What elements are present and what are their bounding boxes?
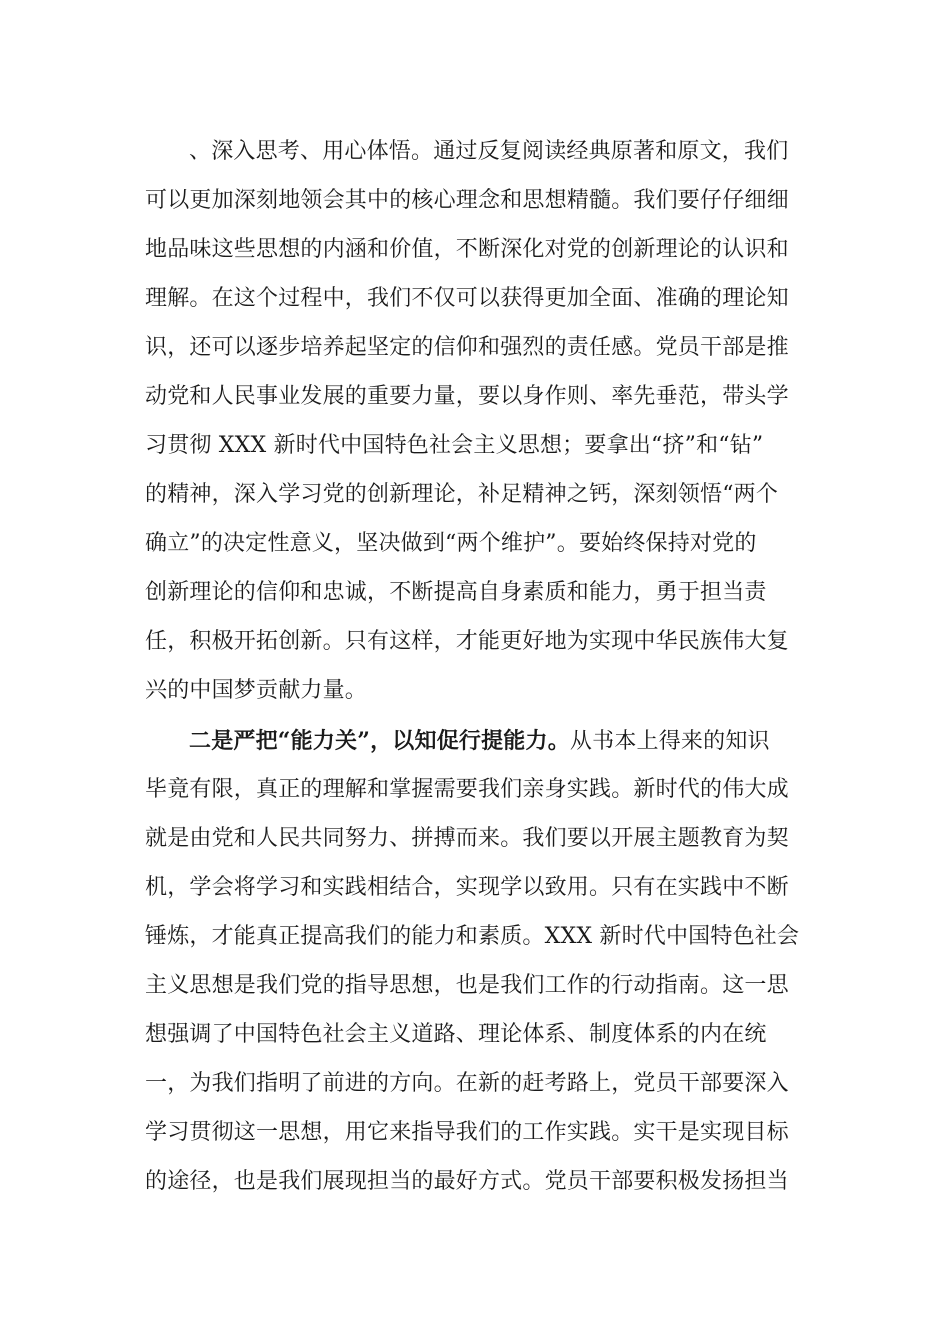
paragraph1-line-2: 可以更加深刻地领会其中的核心理念和思想精髓。我们要仔仔细细 (145, 188, 789, 213)
paragraph2-line-9: 学习贯彻这一思想，用它来指导我们的工作实践。实干是实现目标 (145, 1120, 789, 1145)
paragraph1-line-9: 确立”的决定性意义，坚决做到“两个维护”。要始终保持对党的 (145, 531, 757, 556)
paragraph1-line-10: 创新理论的信仰和忠诚，不断提高自身素质和能力，勇于担当责 (145, 580, 767, 605)
paragraph2-line-3: 就是由党和人民共同努力、拼搏而来。我们要以开展主题教育为契 (145, 826, 789, 851)
paragraph2-heading: 二是严把“能力关”，以知促行提能力。 (189, 728, 570, 754)
paragraph2-line-10: 的途径，也是我们展现担当的最好方式。党员干部要积极发扬担当 (145, 1169, 789, 1194)
paragraph1-line-8: 的精神，深入学习党的创新理论，补足精神之钙，深刻领悟“两个 (145, 482, 779, 507)
paragraph2-line-5: 锤炼，才能真正提高我们的能力和素质。XXX 新时代中国特色社会 (145, 924, 800, 949)
paragraph2-line-1 (189, 726, 770, 756)
paragraph2-line-2: 毕竟有限，真正的理解和掌握需要我们亲身实践。新时代的伟大成 (145, 777, 789, 802)
paragraph1-line-11: 任，积极开拓创新。只有这样，才能更好地为实现中华民族伟大复 (145, 629, 789, 654)
paragraph1-line-4: 理解。在这个过程中，我们不仅可以获得更加全面、准确的理论知 (145, 286, 789, 311)
paragraph1-line-6: 动党和人民事业发展的重要力量，要以身作则、率先垂范，带头学 (145, 384, 789, 409)
paragraph1-line-3: 地品味这些思想的内涵和价值，不断深化对党的创新理论的认识和 (145, 237, 789, 262)
paragraph2-line-7: 想强调了中国特色社会主义道路、理论体系、制度体系的内在统 (145, 1022, 767, 1047)
paragraph2-line-4: 机，学会将学习和实践相结合，实现学以致用。只有在实践中不断 (145, 875, 789, 900)
paragraph1-line-1: 、深入思考、用心体悟。通过反复阅读经典原著和原文，我们 (189, 139, 789, 164)
paragraph1-line-5: 识，还可以逐步培养起坚定的信仰和强烈的责任感。党员干部是推 (145, 335, 789, 360)
paragraph2-line-6: 主义思想是我们党的指导思想，也是我们工作的行动指南。这一思 (145, 973, 789, 998)
paragraph1-line-12: 兴的中国梦贡献力量。 (145, 678, 368, 703)
paragraph2-line-8: 一，为我们指明了前进的方向。在新的赶考路上，党员干部要深入 (145, 1071, 789, 1096)
paragraph1-line-7: 习贯彻 XXX 新时代中国特色社会主义思想；要拿出“挤”和“钻” (145, 433, 764, 458)
paragraph2-line-1-rest: 从书本上得来的知识 (569, 729, 770, 754)
